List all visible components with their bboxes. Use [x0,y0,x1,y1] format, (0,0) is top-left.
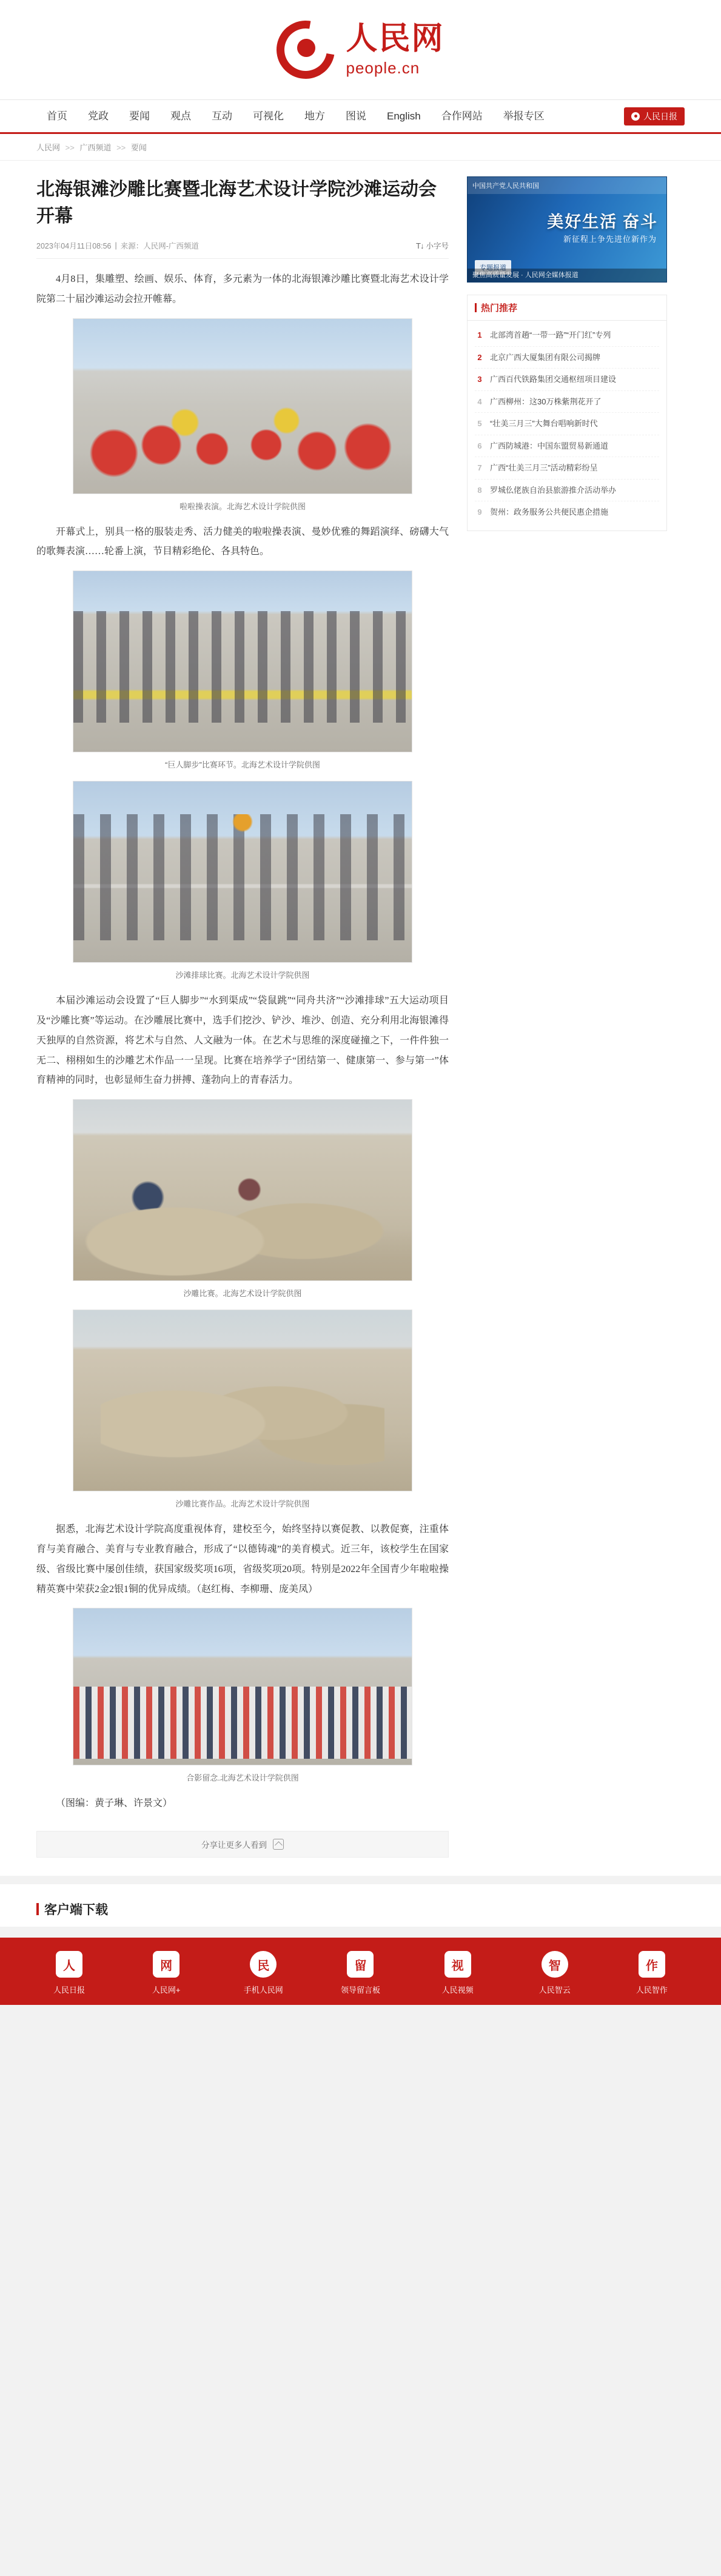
font-size-toggle[interactable] [416,240,449,251]
article-figure-0 [36,318,449,512]
hot-item-rank: 8 [477,485,482,495]
nav-item-7[interactable]: 图说 [346,110,366,122]
app-icon-renmin-ribao: 人 [56,1951,82,1978]
sidebar [467,161,667,1858]
share-button[interactable] [36,1831,449,1858]
content-wrapper [0,161,721,1876]
article-figure-3 [36,1099,449,1299]
article-body [36,259,449,1814]
main-nav [0,100,721,134]
article-source: 来源：人民网-广西频道 [120,242,199,250]
nav-item-5[interactable]: 可视化 [253,110,284,122]
list-item[interactable] [475,480,659,502]
article-caption-5: 合影留念.北海艺术设计学院供图 [186,1773,299,1783]
hot-item-rank: 9 [477,507,482,517]
app-item-1[interactable] [133,1951,199,1995]
hot-recommend-list [468,321,666,530]
hot-item-rank: 3 [477,375,482,384]
hot-item-rank: 6 [477,441,482,450]
article-caption-0: 啦啦操表演。北海艺术设计学院供图 [179,501,306,511]
hot-item-label: 广西防城港：中国东盟贸易新通道 [490,441,609,450]
article-figure-5 [36,1608,449,1783]
app-item-6[interactable] [619,1951,685,1995]
article-image-3 [73,1099,412,1281]
article-caption-3: 沙雕比赛。北海艺术设计学院供图 [183,1289,302,1299]
nav-item-6[interactable]: 地方 [304,110,325,122]
list-item[interactable] [475,391,659,413]
nav-item-4[interactable]: 互动 [212,110,232,122]
list-item[interactable] [475,501,659,523]
app-label-0: 人民日报 [53,1986,85,1995]
site-logo[interactable] [277,21,444,79]
nav-item-1[interactable]: 党政 [88,110,109,122]
hot-item-rank: 4 [477,396,482,406]
article-image-1 [73,570,412,752]
banner-chip: 专题报道 [475,260,511,275]
breadcrumb-item-0[interactable]: 人民网 [36,143,61,152]
breadcrumb-item-1[interactable]: 广西频道 [79,143,112,152]
accent-bar-icon [36,1903,39,1915]
article-caption-2: 沙滩排球比赛。北海艺术设计学院供图 [175,971,310,980]
app-icon-people-video: 视 [444,1951,471,1978]
breadcrumb [0,134,721,161]
app-icon-mobile-people: 民 [250,1951,277,1978]
hot-recommend-title: 热门推荐 [481,303,518,313]
article-image-2 [73,781,412,963]
hot-item-label: 广西柳州：这30万株紫荆花开了 [490,396,602,406]
hot-item-label: “壮美三月三”大舞台唱响新时代 [490,419,598,428]
list-item[interactable] [475,435,659,458]
breadcrumb-item-2[interactable]: 要闻 [130,143,147,152]
site-logo-en: people.cn [346,59,420,77]
list-item[interactable] [475,347,659,369]
app-item-3[interactable] [327,1951,393,1995]
article-caption-4: 沙雕比赛作品。北海艺术设计学院供图 [175,1499,310,1509]
app-label-1: 人民网+ [152,1986,181,1995]
article-paragraph-1: 开幕式上，别具一格的服装走秀、活力健美的啦啦操表演、曼妙优雅的舞蹈演绎、磅礴大气的歌舞表演……轮番上演，节目精彩绝伦、各具特色。 [36,526,449,557]
app-label-3: 领导留言板 [340,1986,380,1995]
hot-item-label: 罗城仫佬族自治县旅游推介活动举办 [490,485,617,495]
hot-recommend-box [467,295,667,531]
app-icon-leader-message-board: 留 [347,1951,374,1978]
article-figure-4 [36,1310,449,1509]
nav-item-0[interactable]: 首页 [47,110,67,122]
article-column [36,161,449,1858]
hot-item-rank: 7 [477,463,482,472]
article-image-0 [73,318,412,494]
nav-item-8[interactable]: English [387,110,421,122]
banner-subtitle: 新征程上争先进位新作为 [563,235,657,244]
app-item-4[interactable] [425,1951,491,1995]
client-download-label: 客户端下载 [44,1902,108,1918]
breadcrumb-sep: >> [65,143,75,152]
article-caption-1: “巨人脚步”比赛环节。北海艺术设计学院供图 [165,760,320,770]
article-paragraph-2: 本届沙滩运动会设置了“巨人脚步”“水到渠成”“袋鼠跳”“同舟共济”“沙滩排球”五大运动项目及“沙雕比赛”等运动。在沙雕展比赛中，选手们挖沙、铲沙、堆沙、创造、充分利用北海银滩得天独厚的自然资源，将艺术与自然、人文融为一体。在艺术与思维的深度碰撞之下，一件件独一无二、栩栩如生的沙雕艺术作品一一呈现。比赛在培养学子“团结第一、健康第一、参与第一”体育精神的同时，也彰显师生奋力拼搏、蓬勃向上的青春活力。 [36,995,449,1086]
article-credit: （图编：黄子琳、许景文） [56,1798,173,1809]
app-label-6: 人民智作 [635,1986,668,1995]
hot-recommend-header [468,295,666,321]
app-item-5[interactable] [522,1951,588,1995]
list-item[interactable] [475,369,659,391]
list-item[interactable] [475,413,659,435]
nav-paper-badge[interactable] [624,107,685,125]
sidebar-banner[interactable] [467,176,667,283]
accent-bar-icon [475,303,477,312]
share-icon [273,1839,284,1850]
article-paragraph-3: 据悉，北海艺术设计学院高度重视体育，建校至今，始终坚持以赛促教、以教促赛，注重体育与美育融合、美育与专业教育融合，形成了“以德铸魂”的美育模式。近三年，该校学生在国家级、省级比赛中屡创佳绩，获国家级奖项16项，省级奖项20项。特别是2022年全国青少年啦啦操精英赛中荣获2金2银1铜的优异成绩。（赵红梅、李柳珊、庞美凤） [36,1524,449,1594]
font-size-label: 小字号 [426,242,449,250]
hot-item-label: 北部湾首趟“一带一路”“开门红”专列 [490,330,611,340]
list-item[interactable] [475,457,659,480]
hot-item-rank: 5 [477,419,482,428]
hot-item-label: 贺州：政务服务公共便民惠企措施 [490,507,609,517]
hot-item-label: 北京广西大厦集团有限公司揭牌 [490,352,601,362]
app-icon-people-zhiyun: 智 [542,1951,568,1978]
article-image-5 [73,1608,412,1765]
share-label: 分享让更多人看到 [201,1841,267,1850]
app-icon-renminwang-plus: 网 [153,1951,179,1978]
client-download-section [0,1884,721,1927]
masthead [0,0,721,100]
hot-item-rank: 1 [477,330,482,340]
people-logo-icon [277,21,335,79]
nav-badge-label: 人民日报 [643,111,677,121]
app-item-0[interactable] [36,1951,102,1995]
app-item-2[interactable] [230,1951,296,1995]
hot-item-label: 广西“壮美三月三”活动精彩纷呈 [490,463,598,472]
app-label-4: 人民视频 [441,1986,474,1995]
article-paragraph-0: 4月8日，集雕塑、绘画、娱乐、体育，多元素为一体的北海银滩沙雕比赛暨北海艺术设计学院第二十届沙滩运动会拉开帷幕。 [36,274,449,304]
list-item[interactable] [475,324,659,347]
people-mini-logo-icon [631,112,640,121]
client-download-title [36,1900,685,1918]
article-image-4 [73,1310,412,1491]
app-label-5: 人民智云 [538,1986,571,1995]
article-date: 2023年04月11日08:56 [36,242,112,250]
article-figure-1 [36,570,449,770]
site-logo-cn: 人民网 [346,22,444,56]
nav-item-10[interactable]: 举报专区 [503,110,545,122]
nav-item-9[interactable]: 合作网站 [441,110,483,122]
banner-bottom-text: 聚焦高质量发展 · 人民网全媒体报道 [468,269,666,282]
article-meta: 2023年04月11日08:56 | 来源：人民网-广西频道 T↓ 小字号 [36,240,449,259]
app-download-row [0,1938,721,2005]
banner-title: 美好生活 奋斗 [547,213,658,231]
hot-item-label: 广西百代铁路集团交通枢纽项目建设 [490,375,617,384]
page-title: 北海银滩沙雕比赛暨北海艺术设计学院沙滩运动会开幕 [36,179,437,226]
nav-item-2[interactable]: 要闻 [129,110,150,122]
breadcrumb-sep: >> [116,143,126,152]
font-size-icon: T↓ [416,241,424,250]
hot-item-rank: 2 [477,352,482,362]
nav-item-3[interactable]: 观点 [170,110,191,122]
banner-top-text: 中国共产党人民共和国 [468,177,666,194]
app-label-2: 手机人民网 [243,1986,283,1995]
article-figure-2 [36,781,449,980]
app-icon-people-zhizuo: 作 [639,1951,665,1978]
